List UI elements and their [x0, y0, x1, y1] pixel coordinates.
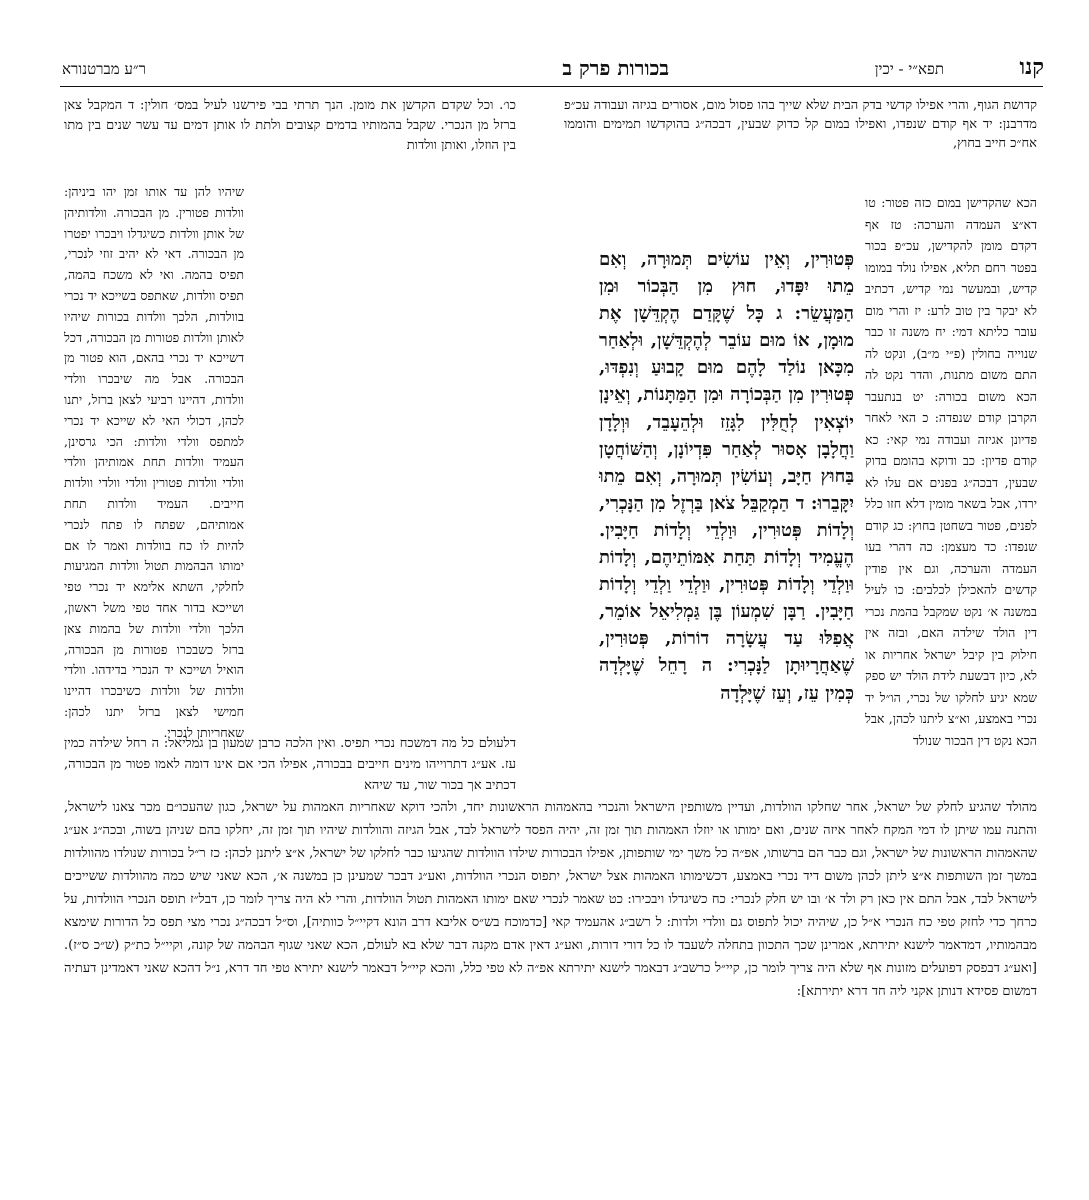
bartenura-bottom-block — [64, 733, 516, 796]
tiferet-top-text: קדושת הגוף, והרי אפילו קדשי בדק הבית שלא שייך בהו פסול מום, אסורים בגיזה ועבודה עכ״פ מדרבנן: יד אף קודם שנפדו, ואפילו במום קל כדוק שבעין, דבכה״ג בהוקדשו תמימים והוממו אח״כ חייב בחוץ, — [564, 98, 1037, 151]
tiferet-side-text: הכא שהקדישן במום כזה פטור: טו דא״צ העמדה והערכה: טז אף דקדם מומן להקדישן, עכ״פ בכור בפטר רחם תליא, אפילו נולד במומו קדיש, ובמעשר נמי קדיש, דכתיב לא יבקר בין טוב לרע: יז והרי מום עובר כליתא דמי: יח משנה זו כבר שנוייה בחולין (פ״י מ״ב), ונקט לה התם משום מתנות, והדר נקט לה הכא משום בכורה: יט בנתעבר הקרבן קודם שנפדה: כ האי לאחר פדיונן אגיזה ועבודה נמי קאי: כא קודם פדיון: כב ודוקא בהומם בדוק שבעין, דבכה״ג בפנים אם עלו לא ירדו, אבל בשאר מומין דלא חזו כלל לפנים, פטור בשחטן בחוץ: כג קודם שנפדו: כד מעצמן: כה דהרי בעו העמדה והערכה, וגם אין פודין קדשים להאכילן לכלבים: כו לעיל במשנה א׳ נקט שמקבל בהמת נכרי דין הולד שילדה האם, ובזה אין חילוק בין קיבל ישראל אחריות או לא, כיון דבשעת לידת הולד יש ספק שמא יגיע לחלקו של נכרי, הו״ל יד נכרי באמצע, וא״צ ליתנו לכהן, אבל הכא נקט דין הבכור שנולד — [865, 195, 1037, 748]
tiferet-bottom-block — [64, 796, 1037, 1003]
bartenura-side-column — [64, 182, 244, 744]
tiferet-side-column — [865, 192, 1037, 751]
mishnah-text: פְּטוּרִין, וְאֵין עוֹשִׂים תְּמוּרָה, וְאִם מֵתוּ יִפָּדוּ, חוּץ מִן הַבְּכוֹר וּמִן הַמַּעֲשֵׂר: ג כָּל שֶׁקָּדַם הֶקְדֵּשָׁן אֶת מוּמָן, אוֹ מוּם עוֹבֵר לְהֶקְדֵּשָׁן, וּלְאַחַר מִכָּאן נוֹלַד לָהֶם מוּם קָבוּעַ וְנִפְדּוּ, פְּטוּרִין מִן הַבְּכוֹרָה וּמִן הַמַּתָּנוֹת, וְאֵינָן יוֹצְאִין לְחֻלִּין לִגָּזֵז וּלְהֵעָבֵד, וּוְלָדָן וַחֲלָבָן אָסוּר לְאַחַר פִּדְיוֹנָן, וְהַשּׁוֹחֲטָן בַּחוּץ חַיָּב, וְעוֹשִׂין תְּמוּרָה, וְאִם מֵתוּ יִקָּבֵרוּ: ד הַמְקַבֵּל צֹאן בַּרְזֶל מִן הַנָּכְרִי, וְלָדוֹת פְּטוּרִין, וּוַלְדֵי וְלָדוֹת חַיָּבִין. הֶעֱמִיד וְלָדוֹת תַּחַת אִמּוֹתֵיהֶם, וְלָדוֹת וּוַלְדֵי וְלָדוֹת פְּטוּרִין, וּוַלְדֵי וַלְדֵי וְלָדוֹת חַיָּבִין. רַבָּן שִׁמְעוֹן בֶּן גַּמְלִיאֵל אוֹמֵר, אֲפִלּוּ עַד עֲשָׂרָה דוֹרוֹת, פְּטוּרִין, שֶׁאַחֲרָיוּתָן לַנָּכְרִי: ה רָחֵל שֶׁיָּלְדָה כְּמִין עֵז, וְעֵז שֶׁיָּלְדָה — [599, 249, 854, 704]
bartenura-side-text: שיהיו להן עד אותו זמן יהו ביניהן: וולדות פטורין. מן הבכורה. וולדותיהן של אותן וולדות כשיגדלו ויבכרו יפטרו מן הבכורה. דאי לא יהיב זוזי לנכרי, תפיס בהמה. ואי לא משכח בהמה, תפיס וולדות, שאתפס בשייכא יד נכרי בוולדות, הלכך וולדות בכורות שיהיו לאותן וולדות פטורות מן הבכורה, דכל דשייכא יד נכרי בהאם, הוא פטור מן הבכורה. אבל מה שיבכרו וולדי וולדות, דהיינו רביעי לצאן ברזל, יתנו לכהן, דכולי האי לא שייכא יד נכרי למתפס וולדי וולדות: הכי גרסינן, העמיד וולדות תחת אמותיהן וולדי וולדי וולדות פטורין וולדי וולדי וולדות חייבים. העמיד וולדות תחת אמותיהם, שפתח לו פתח לנכרי להיות לו כח בוולדות ואמר לו אם ימותו הבהמות תטול וולדות המגיעות לחלקי, השתא אלימא יד נכרי טפי ושייכא בדור אחד טפי משל ראשון, הלכך וולדי וולדות של בהמות צאן ברזל כשבכרו פטורות מן הבכורה, הואיל ושייכא יד הנכרי בדידהו. וולדי וולדות של וולדות כשיבכרו דהיינו חמישי לצאן ברזל יתנו לכהן: שאחריותן לנכרי. — [64, 184, 244, 740]
bartenura-top-block — [64, 96, 516, 156]
tiferet-top-block — [564, 96, 1037, 153]
bartenura-bottom-text: דלעולם כל מה דמשכח נכרי תפיס. ואין הלכה כרבן שמעון בן גמליאל: ה רחל שילדה כמין עז. אע״ג דתרוייהו מינים חייבים בבכורה, אפילו הכי אם אינו דומה לאמו פטור מן הבכורה, דכתיב אך בכור שור, עד שיהא — [64, 736, 516, 793]
bartenura-top-text: כו׳. וכל שקדם הקדשן את מומן. הנך תרתי בבי פירשנו לעיל במס׳ חולין: ד המקבל צאן ברזל מן הנכרי. שקבל בהמותיו בדמים קצובים ולתת לו אותן דמים עד עשר שנים בין מתו בין הוזלו, ואותן וולדות — [64, 98, 516, 153]
tiferet-bottom-text: מהולד שהגיע לחלק של ישראל, אחר שחלקו הוולדות, ועדיין משותפין הישראל והנכרי בהאמהות הראשונות יחד, ולהכי דוקא שאחריות האמהות על ישראל, כגון שהעכו״ם מכר צאנו לישראל, והתנה עמו שיתן לו דמי המקח לאחר איזה שנים, ואם ימותו או יוזלו האמהות תוך זמן זה, יהיה הפסד לישראל לבד, אבל הגיזה והוולדות שיהיו תוך זמן זה, יחלקו בהם שניהן בשוה, ובכה״ג אע״ג שהאמהות הראשונות של ישראל, וגם כבר הם ברשותו, אפ״ה כל משך ימי שותפותן, אפילו הבכורות שילדו הוולדות שהגיעו כבר לחלקו של ישראל, א״צ ליתנן לכהן: כז ר״ל בכורות שנולדו מהוולדות במשך זמן השותפות א״צ ליתן לכהן משום דיד נכרי באמצע, דכשימותו האמהות אצל ישראל, יתפוס הנכרי הוולדות, ואע״ג דבכר שמעינן כן במשנה א׳, הכא שאני שיש כמה מהוולדות ששייכים לישראל לבד, אבל התם אין כאן רק ולד א׳ ובו יש חלק לנכרי: כח כשיגדלו ויבכירו: כט שאמר לנכרי שאם ימותו האמהות תטול הוולדות, והרי לא היה צריך לומר כן, דבל״ז תופס הנכרי הוולדות, על כרחך כדי לחזק טפי כח הנכרי א״ל כן, שיהיה יכול לתפוס גם וולדי ולדות: ל רשב״ג אהעמיד קאי [כדמוכח בש״ס אליבא דרב הונא דקיי״ל כוותיה], וס״ל דבכה״ג נכרי מצי תפס כל הדורות שימצא מבהמותיו, דמדאמר לישנא יתירתא, אמרינן שכך התכוון בתחלה לשעבד לו כל דורי דורות, ואע״ג דאין אדם מקנה דבר שלא בא לעולם, הכא שאני שגוף הבהמה של קונה, וקיי״ל כת״ק (ש״כ ס״ז). [ואע״ג דבפסק דפועלים מזונות אף שלא היה צריך לומר כן, קיי״ל כרשב״ג דבאמר לישנא יתירתא אפ״ה לא טפי כלל, והכא קיי״ל דבאמר לישנא יתירא טפי חד דרא, נ״ל דהכא שאני דאמדינן דעתיה דמשום פסידא דנותן אקני ליה חד דרא יתירתא]: — [64, 800, 1037, 999]
tractate-chapter-title: בכורות פרק ב — [562, 56, 669, 80]
header-rule — [60, 86, 1043, 87]
mishnah-text-block — [599, 246, 854, 707]
commentary-label: ר״ע מברטנורא — [62, 60, 146, 78]
commentary-range-label: תפא״י - יכין — [874, 60, 944, 78]
page-number: קנו — [1019, 54, 1044, 80]
page-header — [62, 54, 1044, 88]
